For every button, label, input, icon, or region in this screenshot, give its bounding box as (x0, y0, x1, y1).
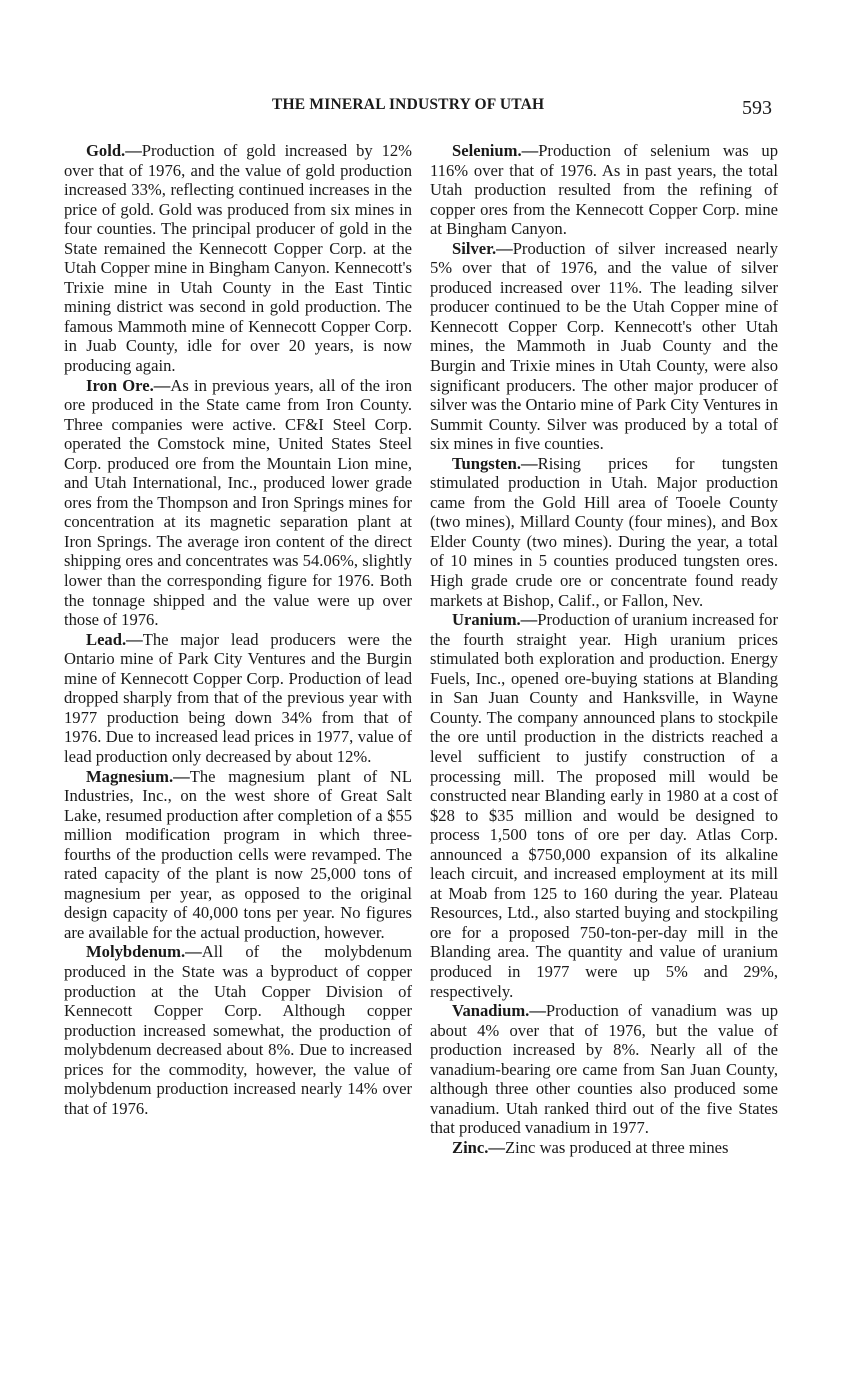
entry-title-uranium: Uranium.— (452, 610, 538, 630)
paragraph-molybdenum (64, 942, 412, 1118)
entry-title-lead: Lead.— (86, 629, 143, 649)
paragraph-uranium (430, 610, 778, 1001)
entry-text-gold: Production of gold increased by 12% over that of 1976, and the value of gold production increased 33%, reflecting continued increases in the price of gold. Gold was produced from six mines in four counties. The principal producer of gold in the State remained the Kennecott Copper Corp. at the Utah Copper mine in Bingham Canyon. Kennecott's Trixie mine in Utah County in the East Tintic mining district was second in gold production. The famous Mammoth mine of Kennecott Copper Corp. in Juab County, idle for over 20 years, is now producing again. (64, 141, 412, 376)
left-column (64, 141, 412, 1118)
entry-title-silver: Silver.— (452, 238, 513, 258)
entry-text-selenium: Production of selenium was up 116% over that of 1976. As in past years, the total Utah production resulted from the refining of copper ores from the Kennecott Copper Corp. mine at Bingham Canyon. (430, 141, 778, 239)
entry-title-magnesium: Magnesium.— (86, 766, 190, 786)
paragraph-magnesium (64, 767, 412, 943)
entry-title-gold: Gold.— (86, 141, 142, 160)
paragraph-lead (64, 630, 412, 767)
entry-title-vanadium: Vanadium.— (452, 1001, 546, 1021)
entry-text-magnesium: The magnesium plant of NL Industries, Inc., on the west shore of Great Salt Lake, resumed production after completion of a $55 million modification program in which three-fourths of the production cells were revamped. The rated capacity of the plant is now 25,000 tons of magnesium per year, as opposed to the original design capacity of 40,000 tons per year. No figures are available for the actual production, however. (64, 766, 412, 942)
entry-text-iron-ore: As in previous years, all of the iron ore produced in the State came from Iron County. Three companies were active. CF&I Steel Corp. operated the Comstock mine, United States Steel Corp. produced ore from the Mountain Lion mine, and Utah International, Inc., produced lower grade ores from the Thompson and Iron Springs mines for concentration at its magnetic separation plant at Iron Springs. The average iron content of the direct shipping ores and concentrates was 54.06%, slightly lower than the corresponding figure for 1976. Both the tonnage shipped and the value were up over those of 1976. (64, 375, 412, 630)
entry-title-zinc: Zinc.— (452, 1137, 506, 1157)
running-title: THE MINERAL INDUSTRY OF UTAH (272, 96, 545, 113)
right-column (430, 141, 778, 1157)
entry-text-zinc: Zinc was produced at three mines (505, 1137, 729, 1157)
entry-title-tungsten: Tungsten.— (452, 453, 538, 473)
entry-text-molybdenum: All of the molybdenum produced in the State was a byproduct of copper production at the Utah Copper Division of Kennecott Copper Corp. Although copper production increased somewhat, the production of molybdenum decreased about 8%. Due to increased prices for the commodity, however, the value of molybdenum production increased nearly 14% over that of 1976. (64, 942, 412, 1118)
page-number: 593 (742, 97, 772, 119)
entry-text-lead: The major lead producers were the Ontario mine of Park City Ventures and the Burgin mine of Kennecott Copper Corp. Production of lead dropped sharply from that of the previous year with 1977 production being down 34% from that of 1976. Due to increased lead prices in 1977, value of lead production only decreased by about 12%. (64, 629, 412, 766)
paragraph-silver (430, 239, 778, 454)
paragraph-selenium (430, 141, 778, 239)
paragraph-iron-ore (64, 376, 412, 630)
entry-title-selenium: Selenium.— (452, 141, 539, 160)
entry-title-molybdenum: Molybdenum.— (86, 942, 202, 962)
paragraph-vanadium (430, 1001, 778, 1138)
paragraph-gold (64, 141, 412, 376)
entry-title-iron-ore: Iron Ore.— (86, 375, 171, 395)
entry-text-tungsten: Rising prices for tungsten stimulated production in Utah. Major production came from the Gold Hill area of Tooele County (two mines), Millard County (four mines), and Box Elder County (two mines). During the year, a total of 10 mines in 5 counties produced tungsten ores. High grade crude ore or concentrate found ready markets at Bishop, Calif., or Fallon, Nev. (430, 453, 778, 610)
entry-text-uranium: Production of uranium increased for the fourth straight year. High uranium prices stimulated both exploration and production. Energy Fuels, Inc., opened ore-buying stations at Blanding in San Juan County and Hanksville, in Wayne County. The company announced plans to stockpile the ore until production in the districts reached a level sufficient to justify construction of a processing mill. The proposed mill would be constructed near Blanding early in 1980 at a cost of $28 to $35 million and would be designed to process 1,500 tons of ore per day. Atlas Corp. announced a $750,000 expansion of its alkaline leach circuit, and increased employment at its mill at Moab from 125 to 160 during the year. Plateau Resources, Ltd., also started buying and stockpiling ore for a proposed 750-ton-per-day mill in the Blanding area. The quantity and value of uranium produced in 1977 were up 5% and 29%, respectively. (430, 610, 778, 1001)
entry-text-silver: Production of silver increased nearly 5% over that of 1976, and the value of silver produced increased over 11%. The leading silver producer continued to be the Utah Copper mine of Kennecott Copper Corp. Kennecott's other Utah mines, the Mammoth in Juab County and the Burgin and Trixie mines in Utah County, were also significant producers. The other major producer of silver was the Ontario mine of Park City Ventures in Summit County. Silver was produced by a total of six mines in five counties. (430, 238, 778, 454)
paragraph-zinc (430, 1138, 778, 1158)
entry-text-vanadium: Production of vanadium was up about 4% over that of 1976, but the value of production increased by 8%. Nearly all of the vanadium-bearing ore came from San Juan County, although three other counties also produced some vanadium. Utah ranked third out of the five States that produced vanadium in 1977. (430, 1001, 778, 1138)
paragraph-tungsten (430, 454, 778, 610)
